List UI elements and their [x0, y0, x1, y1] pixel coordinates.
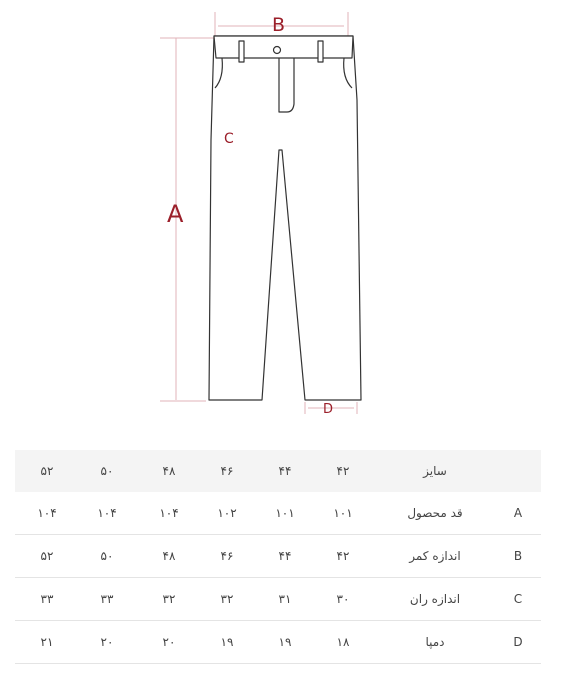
label-d: D	[323, 402, 334, 417]
pants-outline	[209, 36, 361, 400]
table-cell: ۱۸	[336, 635, 350, 649]
table-cell: ۱۹	[220, 635, 234, 649]
table-cell: ۱۰۲	[217, 506, 237, 520]
table-cell: ۱۰۴	[97, 506, 117, 520]
table-cell: ۴۶	[220, 549, 234, 563]
row-letter: D	[513, 635, 523, 649]
table-cell: ۳۰	[336, 592, 350, 606]
table-cell: ۳۲	[220, 592, 234, 606]
table-cell: ۱۰۱	[333, 506, 353, 520]
table-row	[15, 535, 541, 578]
header-size-cell: ۵۲	[40, 464, 54, 478]
table-row	[15, 621, 541, 664]
table-cell: ۲۱	[40, 635, 54, 649]
pants-body	[209, 36, 361, 400]
table-cell: ۳۱	[278, 592, 292, 606]
table-cell: ۳۳	[40, 592, 54, 606]
waist-button	[274, 47, 281, 54]
belt-loop-left	[239, 41, 244, 62]
header-size-label: سایز	[423, 464, 447, 478]
row-letter: C	[513, 592, 523, 606]
table-row	[15, 578, 541, 621]
waistband	[214, 36, 353, 58]
table-cell: ۴۸	[162, 549, 176, 563]
table-cell: ۵۲	[40, 549, 54, 563]
row-measurement-name: اندازه کمر	[409, 549, 461, 563]
table-cell: ۱۰۱	[275, 506, 295, 520]
row-measurement-name: قد محصول	[407, 506, 463, 520]
row-measurement-name: اندازه ران	[409, 592, 461, 606]
table-cell: ۴۴	[278, 549, 292, 563]
table-cell: ۵۰	[100, 549, 114, 563]
table-cell: ۴۲	[336, 549, 350, 563]
header-size-cell: ۵۰	[100, 464, 114, 478]
table-cell: ۱۹	[278, 635, 292, 649]
row-measurement-name: دمپا	[425, 635, 445, 649]
size-table-header	[15, 450, 541, 492]
size-table	[15, 450, 541, 664]
table-cell: ۳۳	[100, 592, 114, 606]
label-c: C	[224, 131, 234, 147]
label-b: B	[272, 14, 286, 36]
header-size-cell: ۴۸	[162, 464, 176, 478]
belt-loop-right	[318, 41, 323, 62]
row-letter: B	[513, 549, 523, 563]
table-cell: ۱۰۴	[159, 506, 179, 520]
header-size-cell: ۴۴	[278, 464, 292, 478]
row-letter: A	[513, 506, 523, 520]
label-a: A	[167, 200, 184, 228]
table-cell: ۱۰۴	[37, 506, 57, 520]
table-cell: ۳۲	[162, 592, 176, 606]
table-cell: ۲۰	[162, 635, 176, 649]
table-cell: ۲۰	[100, 635, 114, 649]
header-size-cell: ۴۲	[336, 464, 350, 478]
table-row	[15, 492, 541, 535]
header-size-cell: ۴۶	[220, 464, 234, 478]
